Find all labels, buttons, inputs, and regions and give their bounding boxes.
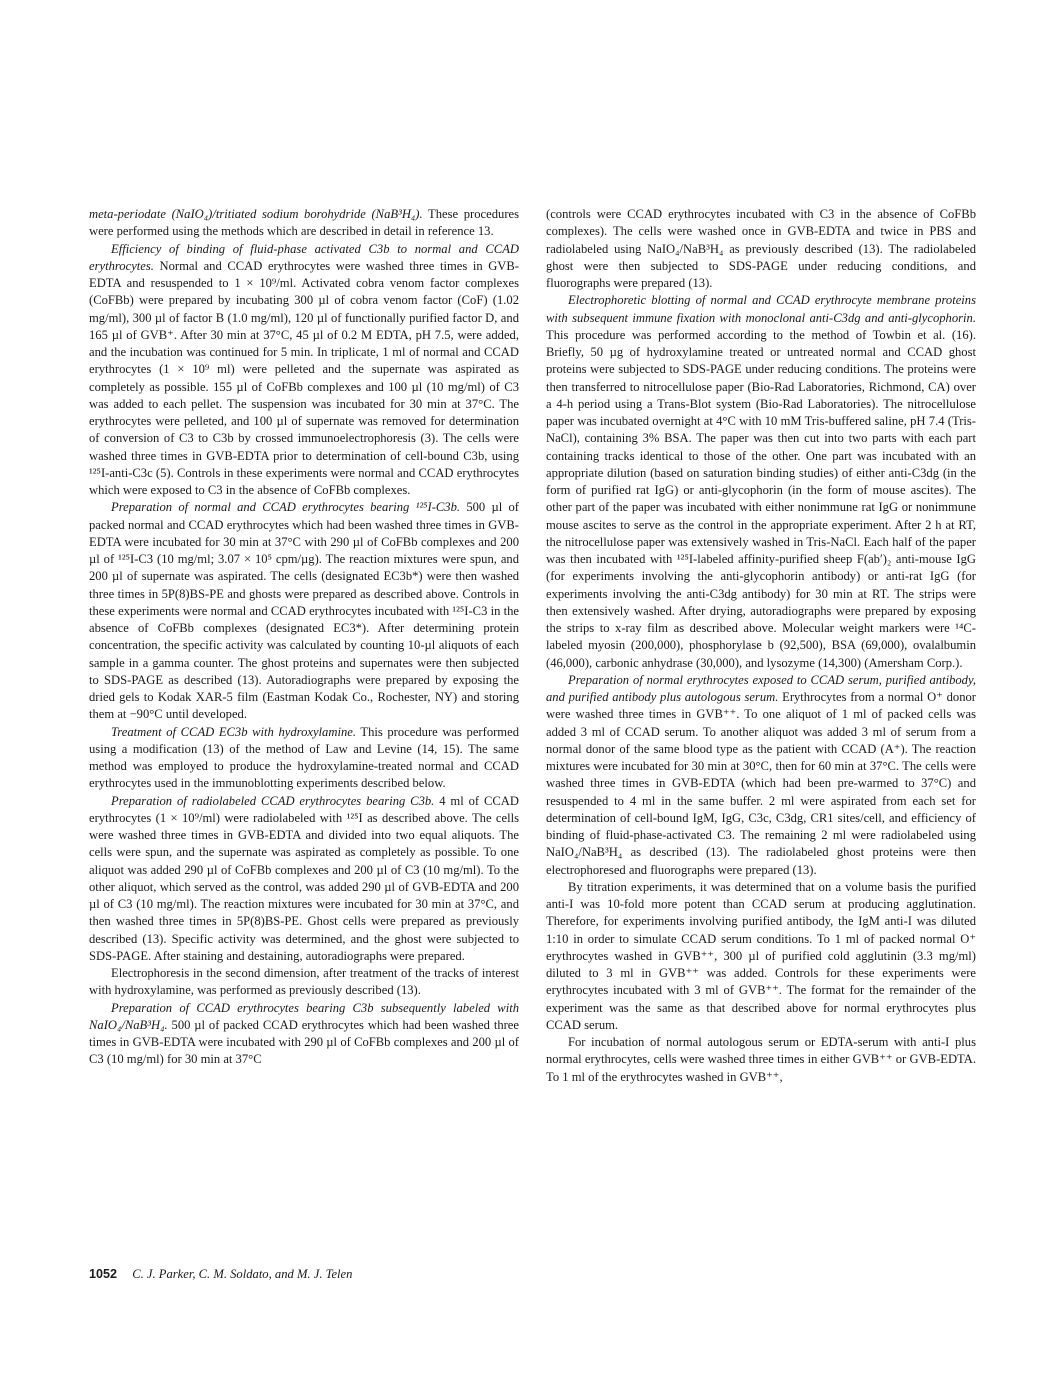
paragraph-text: (controls were CCAD erythrocytes incubated with C3 in the absence of CoFBb complexes). The cells were washed once in GVB-EDTA and twice in PBS and radiolabeled using NaIO₄/NaB³H₄ as previously described (13). The radiolabeled ghost were then subjected to SDS-PAGE under reducing conditions, and fluorographs were prepared (13). [546,207,976,290]
paragraph [89,793,519,966]
page-number: 1052 [89,1267,118,1281]
paragraph-text: 4 ml of CCAD erythrocytes (1 × 10⁹/ml) were radiolabeled with ¹²⁵I as described above. The cells were washed three times in GVB-EDTA and divided into two equal aliquots. The cells were spun, and the supernate was aspirated as completely as possible. To one aliquot was added 290 µl of CoFBb complexes and 200 µl of C3 (10 mg/ml). To the other aliquot, which served as the control, was added 290 µl of GVB-EDTA and 200 µl of C3 (10 mg/ml). The reaction mixtures were incubated for 30 min at 37°C, and then washed three times in 5P(8)BS-PE. Ghost cells were prepared as previously described (13). Specific activity was determined, and the ghost were subjected to SDS-PAGE. After staining and destaining, autoradiographs were prepared. [89,793,519,963]
paragraph [546,672,976,879]
paragraph [89,241,519,500]
paragraph-text: For incubation of normal autologous serum or EDTA-serum with anti-I plus normal erythrocytes, cells were washed three times in either GVB⁺⁺ or GVB-EDTA. To 1 ml of the erythrocytes washed in GVB⁺⁺, [546,1035,976,1084]
paragraph [89,1000,519,1069]
paragraph-heading: Treatment of CCAD EC3b with hydroxylamine. [111,724,356,739]
paragraph-heading: Preparation of CCAD erythrocytes bearing C3b subsequently labeled with NaIO₄/NaB³H₄. [89,1000,519,1032]
paragraph-heading: Preparation of normal erythrocytes exposed to CCAD serum, purified antibody, and purified antibody plus autologous serum. [546,672,976,704]
paragraph-text: 500 µl of packed CCAD erythrocytes which had been washed three times in GVB-EDTA were incubated with 290 µl of CoFBb complexes and 200 µl of C3 (10 mg/ml) for 30 min at 37°C [89,1017,519,1067]
paragraph [89,206,519,241]
paragraph-heading: Preparation of radiolabeled CCAD erythrocytes bearing C3b. [111,793,435,808]
paragraph [89,965,519,1000]
paragraph [89,499,519,723]
paragraph [546,206,976,292]
paragraph-text: Normal and CCAD erythrocytes were washed three times in GVB-EDTA and resuspended to 1 × 10⁹/ml. Activated cobra venom factor complexes (CoFBb) were prepared by incubating 300 µl of cobra venom factor (CoF) (1.02 mg/ml), 300 µl of factor B (1.0 mg/ml), 120 µl of functionally purified factor D, and 165 µl of GVB⁺. After 30 min at 37°C, 45 µl of 0.2 M EDTA, pH 7.5, were added, and the incubation was continued for 5 min. In triplicate, 1 ml of normal and CCAD erythrocytes (1 × 10⁹ ml) were pelleted and the supernate was aspirated as completely as possible. 155 µl of CoFBb complexes and 100 µl (10 mg/ml) of C3 was added to each pellet. The suspension was incubated for 30 min at 37°C. The erythrocytes were pelleted, and 100 µl of supernate was removed for determination of conversion of C3 to C3b by crossed immunoelectrophoresis (3). The cells were washed three times in GVB-EDTA prior to determination of cell-bound C3b, using ¹²⁵I-anti-C3c (5). Controls in these experiments were normal and CCAD erythrocytes which were exposed to C3 in the absence of CoFBb complexes. [89,258,519,497]
paragraph-text: Electrophoresis in the second dimension, after treatment of the tracks of interest with hydroxylamine, was performed as previously described (13). [89,966,519,998]
paragraph-text: This procedure was performed using a modification (13) of the method of Law and Levine (14, 15). The same method was employed to produce the hydroxylamine-treated normal and CCAD erythrocytes used in the immunoblotting experiments described below. [89,724,519,791]
paragraph-text: These procedures were performed using the methods which are described in detail in reference 13. [89,207,520,239]
paragraph-heading: meta-periodate (NaIO₄)/tritiated sodium borohydride (NaB³H₄). [89,207,423,221]
paragraph [546,292,976,672]
page-footer [89,1267,352,1282]
paragraph [546,879,976,1034]
paragraph-heading: Electrophoretic blotting of normal and CCAD erythrocyte membrane proteins with subsequent immune fixation with monoclonal anti-C3dg and anti-glycophorin. [546,293,976,325]
paragraph-text: Erythrocytes from a normal O⁺ donor were washed three times in GVB⁺⁺. To one aliquot of 1 ml of packed cells was added 3 ml of CCAD serum. To another aliquot was added 3 ml of serum from a normal donor of the same blood type as the patient with CCAD (A⁺). The reaction mixtures were incubated for 30 min at 30°C, then for 60 min at 37°C. The cells were washed three times in GVB-EDTA (which had been pre-warmed to 37°C) and resuspended to 4 ml in the same buffer. 2 ml were aspirated from each set for determination of cell-bound IgM, IgG, C3c, C3dg, CR1 sites/cell, and efficiency of binding of fluid-phase-activated C3. The remaining 2 ml were radiolabeled using NaIO₄/NaB³H₄ as described (13). The radiolabeled ghost proteins were then electrophoresed and fluorographs were prepared (13). [546,690,976,877]
paragraph [89,724,519,793]
paragraph-heading: Preparation of normal and CCAD erythrocytes bearing ¹²⁵I-C3b. [111,500,461,515]
paragraph [546,1034,976,1086]
paragraph-text: By titration experiments, it was determined that on a volume basis the purified anti-I was 10-fold more potent than CCAD serum at producing agglutination. Therefore, for experiments involving purified antibody, the IgM anti-I was diluted 1:10 in order to simulate CCAD serum conditions. To 1 ml of packed normal O⁺ erythrocytes washed in GVB⁺⁺, 300 µl of purified cold agglutinin (3.3 mg/ml) diluted to 3 ml in GVB⁺⁺ was added. Controls for these experiments were erythrocytes incubated with 3 ml of GVB⁺⁺. The format for the remainder of the experiment was the same as that described above for normal erythrocytes plus CCAD serum. [546,879,976,1032]
running-authors: C. J. Parker, C. M. Soldato, and M. J. Telen [132,1267,353,1281]
right-column [546,206,976,1086]
paragraph-text: This procedure was performed according to the method of Towbin et al. (16). Briefly, 50 µg of hydroxylamine treated or untreated normal and CCAD ghost proteins were subjected to SDS-PAGE under reducing conditions. The proteins were then transferred to nitrocellulose paper (Bio-Rad Laboratories, Richmond, CA) over a 4-h period using a Trans-Blot system (Bio-Rad Laboratories). The nitrocellulose paper was incubated overnight at 4°C with 10 mM Tris-buffered saline, pH 7.4 (Tris-NaCl), containing 3% BSA. The paper was then cut into two parts with each part containing tracks identical to those of the other. One part was incubated with an appropriate dilution (based on saturation binding studies) of either anti-C3dg (in the form of purified rat IgG) or anti-glycophorin (in the form of mouse ascites). The other part of the paper was incubated with either nonimmune rat IgG or nonimmune mouse ascites to serve as the control in the appropriate experiment. After 2 h at RT, the nitrocellulose paper was extensively washed in Tris-NaCl. Each half of the paper was then incubated with ¹²⁵I-labeled affinity-purified sheep F(ab′)₂ anti-mouse IgG (for experiments involving the anti-glycophorin antibody) or anti-rat IgG (for experiments involving the anti-C3dg antibody) for 30 min at RT. The strips were then extensively washed. After drying, autoradiographs were prepared by exposing the strips to x-ray film as described above. Molecular weight markers were ¹⁴C-labeled myosin (200,000), phosphorylase b (92,500), BSA (69,000), ovalalbumin (46,000), carbonic anhydrase (30,000), and lysozyme (14,300) (Amersham Corp.). [546,327,976,670]
paragraph-heading: Efficiency of binding of fluid-phase activated C3b to normal and CCAD erythrocytes. [89,241,519,273]
left-column [89,206,519,1069]
paragraph-text: 500 µl of packed normal and CCAD erythrocytes which had been washed three times in GVB-EDTA were incubated for 30 min at 37°C with 290 µl of CoFBb complexes and 200 µl of ¹²⁵I-C3 (10 mg/ml; 3.07 × 10⁵ cpm/µg). The reaction mixtures were spun, and 200 µl of supernate was aspirated. The cells (designated EC3b*) were then washed three times in 5P(8)BS-PE and ghosts were prepared as described above. Controls in these experiments were normal and CCAD erythrocytes incubated with ¹²⁵I-C3 in the absence of CoFBb complexes (designated EC3*). After determining protein concentration, the specific activity was calculated by counting 10-µl aliquots of each sample in a gamma counter. The ghost proteins and supernates were then subjected to SDS-PAGE as described (13). Autoradiographs were prepared by exposing the dried gels to Kodak XAR-5 film (Eastman Kodak Co., Rochester, NY) and storing them at −90°C until developed. [89,500,519,722]
